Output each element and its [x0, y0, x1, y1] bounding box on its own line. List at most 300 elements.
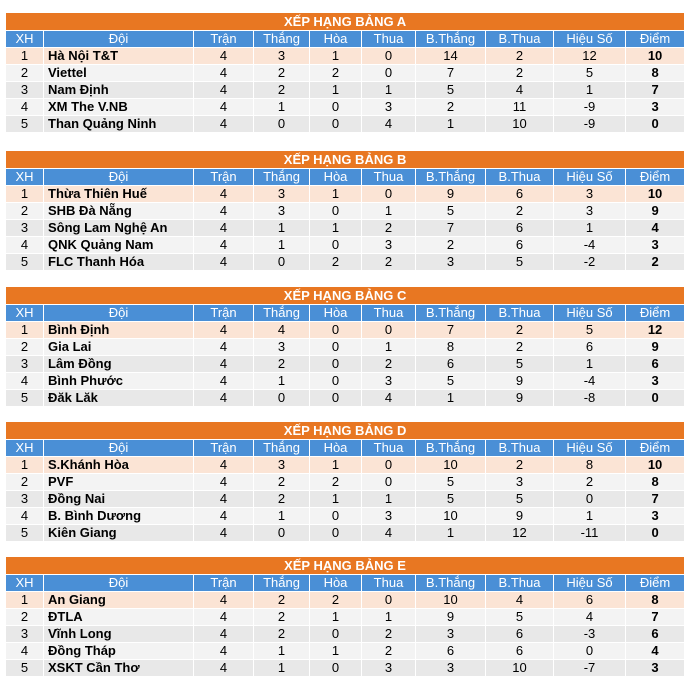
cell-goal-diff: 1 — [554, 508, 626, 525]
cell-goal-diff: 8 — [554, 457, 626, 474]
column-header-rank: XH — [6, 440, 44, 457]
column-header-team: Đội — [44, 31, 194, 48]
cell-played: 4 — [194, 186, 254, 203]
column-header-goal-diff: Hiệu Số — [554, 31, 626, 48]
cell-goal-diff: 12 — [554, 48, 626, 65]
table-row — [6, 609, 685, 626]
cell-won: 1 — [254, 660, 310, 677]
cell-won: 2 — [254, 592, 310, 609]
table-row — [6, 339, 685, 356]
cell-drawn: 0 — [310, 373, 362, 390]
column-header-goals-for: B.Thắng — [416, 31, 486, 48]
cell-played: 4 — [194, 237, 254, 254]
cell-goals-for: 5 — [416, 82, 486, 99]
column-header-rank: XH — [6, 169, 44, 186]
column-header-won: Thắng — [254, 575, 310, 592]
cell-points: 0 — [626, 390, 685, 407]
cell-goal-diff: -9 — [554, 116, 626, 133]
cell-points: 3 — [626, 237, 685, 254]
cell-won: 1 — [254, 220, 310, 237]
column-header-goals-against: B.Thua — [486, 169, 554, 186]
cell-lost: 0 — [362, 65, 416, 82]
column-header-won: Thắng — [254, 31, 310, 48]
cell-drawn: 0 — [310, 203, 362, 220]
cell-goals-against: 10 — [486, 116, 554, 133]
cell-rank: 3 — [6, 356, 44, 373]
cell-drawn: 0 — [310, 626, 362, 643]
cell-lost: 1 — [362, 203, 416, 220]
cell-goals-against: 2 — [486, 65, 554, 82]
cell-team: Đăk Lăk — [44, 390, 194, 407]
cell-drawn: 1 — [310, 491, 362, 508]
cell-goals-for: 10 — [416, 457, 486, 474]
table-row — [6, 525, 685, 542]
cell-goal-diff: 1 — [554, 356, 626, 373]
cell-played: 4 — [194, 508, 254, 525]
cell-goals-against: 6 — [486, 237, 554, 254]
cell-points: 7 — [626, 609, 685, 626]
cell-goals-against: 9 — [486, 508, 554, 525]
cell-goals-against: 2 — [486, 322, 554, 339]
cell-goals-against: 5 — [486, 356, 554, 373]
cell-points: 9 — [626, 203, 685, 220]
cell-rank: 5 — [6, 254, 44, 271]
cell-team: Viettel — [44, 65, 194, 82]
cell-goal-diff: -9 — [554, 99, 626, 116]
cell-played: 4 — [194, 65, 254, 82]
cell-won: 0 — [254, 116, 310, 133]
cell-drawn: 0 — [310, 116, 362, 133]
cell-team: Kiên Giang — [44, 525, 194, 542]
cell-lost: 1 — [362, 339, 416, 356]
column-header-goals-for: B.Thắng — [416, 575, 486, 592]
cell-goals-for: 2 — [416, 99, 486, 116]
cell-goal-diff: 0 — [554, 643, 626, 660]
cell-played: 4 — [194, 592, 254, 609]
cell-lost: 0 — [362, 474, 416, 491]
cell-goals-for: 7 — [416, 322, 486, 339]
column-header-goal-diff: Hiệu Số — [554, 575, 626, 592]
cell-goals-for: 3 — [416, 660, 486, 677]
column-header-points: Điểm — [626, 31, 685, 48]
cell-won: 0 — [254, 390, 310, 407]
cell-rank: 2 — [6, 203, 44, 220]
cell-played: 4 — [194, 356, 254, 373]
cell-goals-against: 5 — [486, 609, 554, 626]
cell-goals-against: 9 — [486, 390, 554, 407]
cell-goals-against: 10 — [486, 660, 554, 677]
cell-won: 1 — [254, 508, 310, 525]
column-header-goals-against: B.Thua — [486, 31, 554, 48]
cell-rank: 4 — [6, 99, 44, 116]
table-row — [6, 322, 685, 339]
table-row — [6, 48, 685, 65]
cell-drawn: 1 — [310, 186, 362, 203]
cell-played: 4 — [194, 643, 254, 660]
cell-goals-against: 6 — [486, 186, 554, 203]
cell-drawn: 1 — [310, 220, 362, 237]
cell-goals-for: 1 — [416, 390, 486, 407]
cell-team: ĐTLA — [44, 609, 194, 626]
cell-goal-diff: -2 — [554, 254, 626, 271]
column-header-team: Đội — [44, 305, 194, 322]
cell-lost: 4 — [362, 390, 416, 407]
cell-won: 2 — [254, 626, 310, 643]
cell-won: 3 — [254, 186, 310, 203]
cell-team: Than Quảng Ninh — [44, 116, 194, 133]
column-header-goal-diff: Hiệu Số — [554, 305, 626, 322]
group-title: XẾP HẠNG BẢNG A — [6, 13, 685, 31]
cell-drawn: 1 — [310, 48, 362, 65]
table-row — [6, 65, 685, 82]
cell-team: Nam Định — [44, 82, 194, 99]
cell-goals-against: 9 — [486, 373, 554, 390]
table-row — [6, 237, 685, 254]
cell-goal-diff: -3 — [554, 626, 626, 643]
cell-played: 4 — [194, 99, 254, 116]
cell-lost: 2 — [362, 643, 416, 660]
cell-team: FLC Thanh Hóa — [44, 254, 194, 271]
cell-won: 3 — [254, 339, 310, 356]
cell-goals-for: 3 — [416, 626, 486, 643]
cell-points: 0 — [626, 116, 685, 133]
cell-points: 3 — [626, 373, 685, 390]
table-row — [6, 99, 685, 116]
cell-goal-diff: 1 — [554, 220, 626, 237]
cell-goals-against: 2 — [486, 457, 554, 474]
cell-drawn: 1 — [310, 457, 362, 474]
cell-lost: 2 — [362, 626, 416, 643]
cell-goals-against: 11 — [486, 99, 554, 116]
cell-won: 0 — [254, 525, 310, 542]
cell-won: 2 — [254, 609, 310, 626]
column-header-points: Điểm — [626, 440, 685, 457]
cell-rank: 1 — [6, 48, 44, 65]
group-title: XẾP HẠNG BẢNG D — [6, 422, 685, 440]
cell-drawn: 1 — [310, 609, 362, 626]
column-header-drawn: Hòa — [310, 305, 362, 322]
cell-won: 2 — [254, 356, 310, 373]
cell-rank: 4 — [6, 508, 44, 525]
cell-drawn: 2 — [310, 65, 362, 82]
cell-points: 10 — [626, 186, 685, 203]
column-header-won: Thắng — [254, 169, 310, 186]
cell-rank: 5 — [6, 660, 44, 677]
group-table — [5, 286, 685, 407]
cell-team: Thừa Thiên Huế — [44, 186, 194, 203]
cell-goal-diff: -4 — [554, 237, 626, 254]
cell-played: 4 — [194, 339, 254, 356]
cell-played: 4 — [194, 660, 254, 677]
cell-played: 4 — [194, 390, 254, 407]
cell-rank: 5 — [6, 525, 44, 542]
cell-team: B. Bình Dương — [44, 508, 194, 525]
cell-goals-against: 12 — [486, 525, 554, 542]
cell-team: Lâm Đồng — [44, 356, 194, 373]
cell-drawn: 0 — [310, 237, 362, 254]
cell-rank: 1 — [6, 592, 44, 609]
table-row — [6, 116, 685, 133]
column-header-played: Trận — [194, 169, 254, 186]
cell-drawn: 0 — [310, 339, 362, 356]
column-header-lost: Thua — [362, 31, 416, 48]
cell-won: 1 — [254, 237, 310, 254]
table-row — [6, 626, 685, 643]
cell-team: Gia Lai — [44, 339, 194, 356]
column-header-goals-against: B.Thua — [486, 575, 554, 592]
cell-played: 4 — [194, 220, 254, 237]
cell-lost: 1 — [362, 82, 416, 99]
cell-goals-for: 5 — [416, 491, 486, 508]
cell-played: 4 — [194, 373, 254, 390]
cell-points: 3 — [626, 660, 685, 677]
column-header-goal-diff: Hiệu Số — [554, 169, 626, 186]
column-header-drawn: Hòa — [310, 575, 362, 592]
cell-rank: 3 — [6, 82, 44, 99]
cell-rank: 5 — [6, 116, 44, 133]
cell-goals-for: 7 — [416, 220, 486, 237]
cell-won: 1 — [254, 643, 310, 660]
cell-goals-against: 6 — [486, 643, 554, 660]
cell-played: 4 — [194, 626, 254, 643]
cell-rank: 1 — [6, 322, 44, 339]
cell-rank: 1 — [6, 186, 44, 203]
cell-drawn: 0 — [310, 356, 362, 373]
cell-won: 3 — [254, 203, 310, 220]
cell-points: 3 — [626, 508, 685, 525]
cell-points: 8 — [626, 65, 685, 82]
cell-lost: 0 — [362, 592, 416, 609]
column-header-points: Điểm — [626, 575, 685, 592]
cell-drawn: 0 — [310, 390, 362, 407]
column-header-goals-against: B.Thua — [486, 305, 554, 322]
cell-goals-against: 3 — [486, 474, 554, 491]
cell-won: 2 — [254, 65, 310, 82]
cell-goals-against: 4 — [486, 82, 554, 99]
cell-rank: 2 — [6, 339, 44, 356]
cell-goals-for: 6 — [416, 356, 486, 373]
cell-played: 4 — [194, 609, 254, 626]
table-row — [6, 82, 685, 99]
table-row — [6, 508, 685, 525]
cell-rank: 3 — [6, 491, 44, 508]
cell-goals-for: 10 — [416, 508, 486, 525]
table-row — [6, 491, 685, 508]
table-row — [6, 254, 685, 271]
cell-played: 4 — [194, 254, 254, 271]
cell-lost: 0 — [362, 457, 416, 474]
cell-lost: 0 — [362, 322, 416, 339]
cell-goal-diff: 5 — [554, 322, 626, 339]
cell-played: 4 — [194, 82, 254, 99]
cell-goals-for: 5 — [416, 373, 486, 390]
cell-rank: 4 — [6, 373, 44, 390]
cell-rank: 3 — [6, 220, 44, 237]
column-header-goals-for: B.Thắng — [416, 169, 486, 186]
cell-lost: 3 — [362, 508, 416, 525]
cell-drawn: 0 — [310, 99, 362, 116]
cell-rank: 4 — [6, 643, 44, 660]
column-header-played: Trận — [194, 305, 254, 322]
cell-played: 4 — [194, 457, 254, 474]
cell-drawn: 2 — [310, 474, 362, 491]
table-row — [6, 373, 685, 390]
cell-lost: 3 — [362, 373, 416, 390]
table-row — [6, 356, 685, 373]
table-row — [6, 186, 685, 203]
cell-goals-against: 4 — [486, 592, 554, 609]
cell-won: 3 — [254, 48, 310, 65]
cell-played: 4 — [194, 48, 254, 65]
cell-won: 2 — [254, 491, 310, 508]
cell-goal-diff: -8 — [554, 390, 626, 407]
cell-goals-for: 9 — [416, 186, 486, 203]
cell-played: 4 — [194, 525, 254, 542]
cell-rank: 2 — [6, 65, 44, 82]
group-table — [5, 12, 685, 133]
cell-drawn: 1 — [310, 643, 362, 660]
cell-drawn: 0 — [310, 660, 362, 677]
cell-rank: 5 — [6, 390, 44, 407]
column-header-team: Đội — [44, 440, 194, 457]
cell-goals-for: 7 — [416, 65, 486, 82]
cell-team: Vĩnh Long — [44, 626, 194, 643]
column-header-rank: XH — [6, 575, 44, 592]
cell-points: 2 — [626, 254, 685, 271]
table-row — [6, 203, 685, 220]
cell-team: XSKT Cần Thơ — [44, 660, 194, 677]
cell-won: 1 — [254, 99, 310, 116]
cell-goals-for: 1 — [416, 116, 486, 133]
cell-lost: 2 — [362, 220, 416, 237]
cell-lost: 2 — [362, 254, 416, 271]
cell-goals-against: 6 — [486, 220, 554, 237]
column-header-points: Điểm — [626, 169, 685, 186]
cell-lost: 1 — [362, 491, 416, 508]
column-header-won: Thắng — [254, 440, 310, 457]
cell-points: 0 — [626, 525, 685, 542]
group-table — [5, 421, 685, 542]
cell-lost: 1 — [362, 609, 416, 626]
cell-won: 2 — [254, 82, 310, 99]
cell-goals-for: 5 — [416, 203, 486, 220]
column-header-played: Trận — [194, 575, 254, 592]
cell-goal-diff: -4 — [554, 373, 626, 390]
cell-won: 4 — [254, 322, 310, 339]
column-header-goals-for: B.Thắng — [416, 440, 486, 457]
cell-lost: 0 — [362, 48, 416, 65]
cell-rank: 2 — [6, 474, 44, 491]
cell-points: 9 — [626, 339, 685, 356]
column-header-lost: Thua — [362, 169, 416, 186]
group-table — [5, 150, 685, 271]
cell-goals-for: 6 — [416, 643, 486, 660]
table-row — [6, 592, 685, 609]
column-header-goals-for: B.Thắng — [416, 305, 486, 322]
cell-points: 8 — [626, 592, 685, 609]
group-table — [5, 556, 685, 677]
cell-drawn: 1 — [310, 82, 362, 99]
column-header-team: Đội — [44, 169, 194, 186]
cell-team: SHB Đà Nẵng — [44, 203, 194, 220]
cell-goals-for: 14 — [416, 48, 486, 65]
column-header-points: Điểm — [626, 305, 685, 322]
cell-team: Đồng Nai — [44, 491, 194, 508]
column-header-played: Trận — [194, 440, 254, 457]
cell-goal-diff: 5 — [554, 65, 626, 82]
column-header-rank: XH — [6, 31, 44, 48]
cell-goals-for: 2 — [416, 237, 486, 254]
cell-team: Hà Nội T&T — [44, 48, 194, 65]
cell-goal-diff: -11 — [554, 525, 626, 542]
column-header-rank: XH — [6, 305, 44, 322]
cell-won: 2 — [254, 474, 310, 491]
cell-team: S.Khánh Hòa — [44, 457, 194, 474]
cell-lost: 3 — [362, 660, 416, 677]
table-row — [6, 474, 685, 491]
cell-played: 4 — [194, 116, 254, 133]
cell-team: Đồng Tháp — [44, 643, 194, 660]
column-header-team: Đội — [44, 575, 194, 592]
cell-goal-diff: 6 — [554, 339, 626, 356]
cell-goals-against: 6 — [486, 626, 554, 643]
cell-lost: 0 — [362, 186, 416, 203]
cell-points: 7 — [626, 82, 685, 99]
cell-points: 4 — [626, 220, 685, 237]
cell-goal-diff: -7 — [554, 660, 626, 677]
cell-goals-for: 3 — [416, 254, 486, 271]
cell-drawn: 2 — [310, 254, 362, 271]
column-header-goals-against: B.Thua — [486, 440, 554, 457]
cell-points: 10 — [626, 48, 685, 65]
cell-drawn: 0 — [310, 525, 362, 542]
cell-lost: 2 — [362, 356, 416, 373]
cell-points: 7 — [626, 491, 685, 508]
cell-lost: 3 — [362, 237, 416, 254]
cell-goal-diff: 3 — [554, 186, 626, 203]
group-title: XẾP HẠNG BẢNG B — [6, 151, 685, 169]
column-header-lost: Thua — [362, 440, 416, 457]
cell-goals-against: 2 — [486, 203, 554, 220]
column-header-drawn: Hòa — [310, 31, 362, 48]
cell-team: An Giang — [44, 592, 194, 609]
cell-played: 4 — [194, 491, 254, 508]
cell-lost: 3 — [362, 99, 416, 116]
cell-team: XM The V.NB — [44, 99, 194, 116]
cell-points: 10 — [626, 457, 685, 474]
cell-rank: 4 — [6, 237, 44, 254]
cell-rank: 2 — [6, 609, 44, 626]
cell-lost: 4 — [362, 525, 416, 542]
cell-drawn: 2 — [310, 592, 362, 609]
cell-goals-against: 5 — [486, 491, 554, 508]
cell-points: 4 — [626, 643, 685, 660]
column-header-won: Thắng — [254, 305, 310, 322]
column-header-lost: Thua — [362, 575, 416, 592]
cell-lost: 4 — [362, 116, 416, 133]
table-row — [6, 390, 685, 407]
cell-played: 4 — [194, 322, 254, 339]
cell-won: 1 — [254, 373, 310, 390]
column-header-drawn: Hòa — [310, 440, 362, 457]
cell-rank: 3 — [6, 626, 44, 643]
group-title: XẾP HẠNG BẢNG C — [6, 287, 685, 305]
cell-goals-against: 5 — [486, 254, 554, 271]
table-row — [6, 643, 685, 660]
cell-goals-for: 9 — [416, 609, 486, 626]
cell-goals-for: 8 — [416, 339, 486, 356]
cell-goal-diff: 0 — [554, 491, 626, 508]
